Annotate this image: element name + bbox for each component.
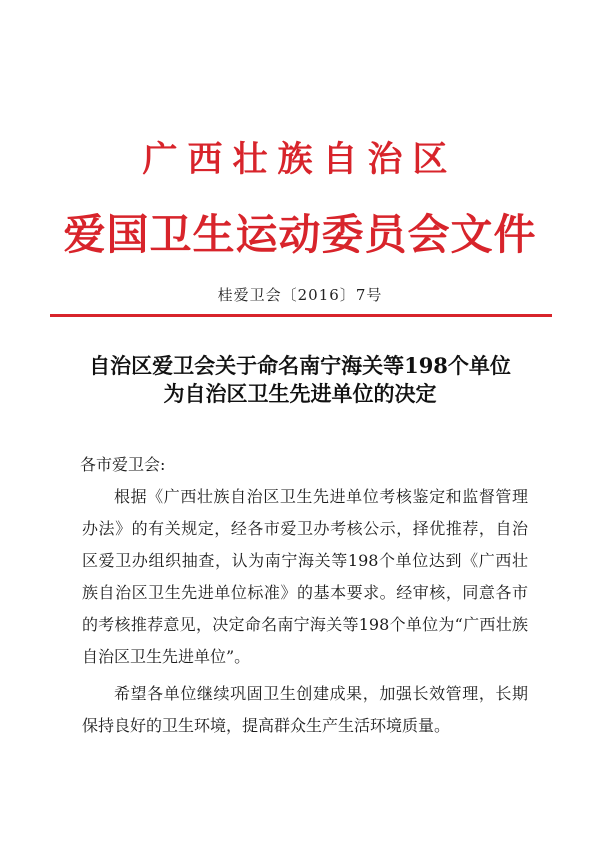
issuing-organization: 广西壮族自治区 (142, 139, 458, 180)
red-divider-line (50, 314, 552, 317)
document-number: 桂爱卫会〔2016〕7号 (217, 286, 383, 304)
decision-title (0, 352, 600, 408)
salutation: 各市爱卫会: (80, 455, 166, 474)
body-paragraph-2: 希望各单位继续巩固卫生创建成果，加强长效管理，长期保持良好的卫生环境，提高群众生产生活环境质量。 (82, 684, 528, 735)
decision-title-line-2: 为自治区卫生先进单位的决定 (163, 381, 437, 406)
decision-title-line-1: 自治区爱卫会关于命名南宁海关等198个单位 (89, 353, 511, 378)
document-header-title: 爱国卫生运动委员会文件 (63, 210, 537, 259)
body-paragraph-1: 根据《广西壮族自治区卫生先进单位考核鉴定和监督管理办法》的有关规定，经各市爱卫办考核公示，择优推荐，自治区爱卫办组织抽查，认为南宁海关等198个单位达到《广西壮族自治区卫生先进单位标准》的基本要求。经审核，同意各市的考核推荐意见，决定命名南宁海关等198个单位为“广西壮族自治区卫生先进单位”。 (82, 487, 528, 666)
